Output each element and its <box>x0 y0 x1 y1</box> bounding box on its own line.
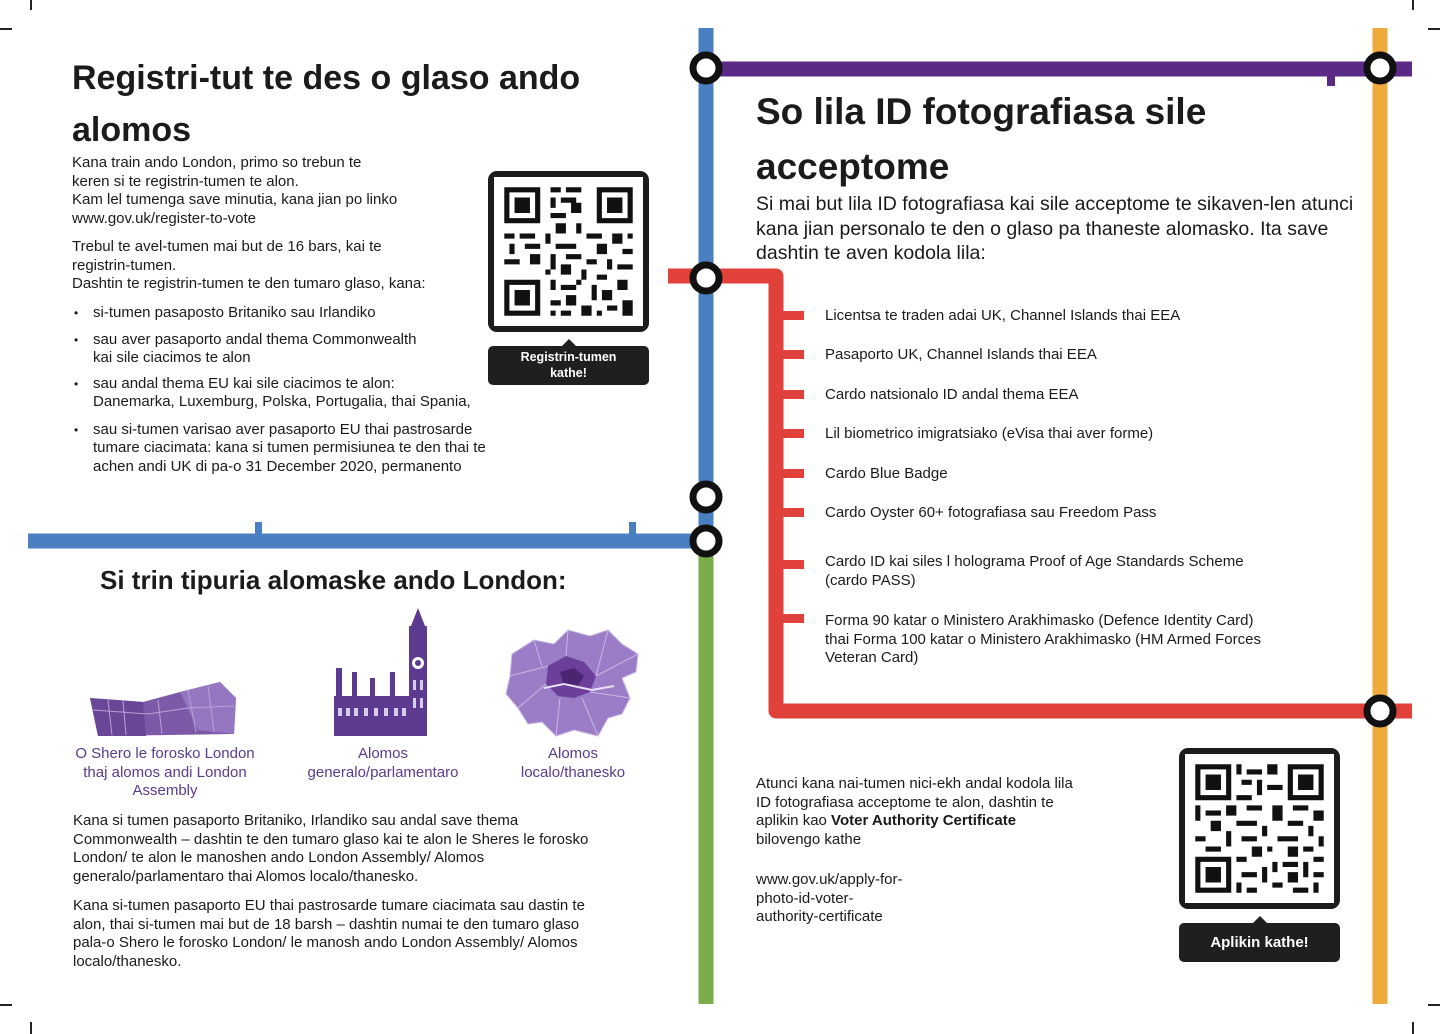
eu-voting-text: Kana si-tumen pasaporto EU thai pastrosarde tumare ciacimata sau dastin te alon, thai si-tumen mai but de 18 barsh – dashtin numai te den tumaro glaso pala-o Shero le forosko London/ le manosh ando London Assembly/ Alomos localo/thanesko. <box>73 897 585 970</box>
voter-authority-certificate-label: Voter Authority Certificate <box>831 812 1017 829</box>
text-line: Kam lel tumenga save minutia, kana jian po linko <box>72 191 398 208</box>
qr-code-icon <box>1185 754 1334 903</box>
eligibility-list <box>72 304 542 476</box>
list-item: • sau andal thema EU kai sile ciacimos te alon: Danemarka, Luxemburg, Polska, Portugalia, thai Spania, <box>72 375 542 412</box>
id-list-item: Pasaporto UK, Channel Islands thai EEA <box>825 346 1097 363</box>
voter-authority-text: Atunci kana nai-tumen nici-ekh andal kodola lila ID fotografiasa acceptome te alon, dashtin te aplikin kao Voter Authority Certificate bilovengo kathe <box>756 775 1073 848</box>
register-link[interactable]: www.gov.uk/register-to-vote <box>72 209 256 227</box>
qr-code-icon <box>494 177 643 326</box>
blue-line-tick <box>255 522 262 536</box>
commonwealth-voting-text: Kana si tumen pasaporto Britaniko, Irlandiko sau andal save thema Commonwealth – dashtin te den tumaro glaso kai te alon le Sheres le forosko London/ te alon le manoshen ando London Assembly/ Alomos generalo/parlamentaro thai Alomos localo/thanesko. <box>73 812 589 885</box>
mayor-assembly-caption: O Shero le forosko London thaj alomos andi London Assembly <box>75 745 255 799</box>
list-item: • sau aver pasaporto andal thema Commonwealth kai sile ciacimos te alon <box>72 331 542 368</box>
london-map-icon <box>504 626 642 738</box>
id-list-item: Forma 90 katar o Ministero Arakhimasko (Defence Identity Card) thai Forma 100 katar o Ministero Arakhimasko (HM Armed Forces Veteran Card) <box>825 612 1261 666</box>
register-eligibility <box>72 238 492 294</box>
photo-id-title: So lila ID fotografiasa sile acceptome <box>756 91 1207 187</box>
parliament-icon <box>334 608 430 738</box>
id-list-item: Cardo natsionalo ID andal thema EEA <box>825 386 1079 403</box>
text-line: registrin-tumen. <box>72 256 177 274</box>
text-line: Kana train ando London, primo so trebun te <box>72 154 362 171</box>
city-hall-icon <box>88 680 240 738</box>
register-title: Registri-tut te des o glaso ando alomos <box>72 59 581 149</box>
list-item: • si-tumen pasaposto Britaniko sau Irlandiko <box>72 304 542 323</box>
id-list-item: Cardo ID kai siles l holograma Proof of Age Standards Scheme (cardo PASS) <box>825 553 1244 589</box>
text-line: Dashtin te registrin-tumen te den tumaro glaso, kana: <box>72 275 426 292</box>
id-list-item: Licentsa te traden adai UK, Channel Islands thai EEA <box>825 307 1181 324</box>
local-election-caption: Alomos localo/thanesko <box>520 745 626 781</box>
blue-line-tick <box>629 522 636 536</box>
register-here-button[interactable]: Registrin-tumen kathe! <box>488 346 649 385</box>
text-line: keren si te registrin-tumen te alon. <box>72 172 299 190</box>
photo-id-intro: Si mai but lila ID fotografiasa kai sile acceptome te sikaven-len atunci kana jian personalo te den o glaso pa thaneste alomasko. Ita save dashtin te aven kodola lila: <box>756 193 1354 264</box>
id-list-item: Lil biometrico imigratsiako (eVisa thai aver forme) <box>825 425 1154 442</box>
register-intro <box>72 154 492 228</box>
election-types-title: Si trin tipuria alomaske ando London: <box>100 565 567 595</box>
apply-qr-code[interactable] <box>1179 748 1340 909</box>
general-election-caption: Alomos generalo/parlamentaro <box>307 745 459 781</box>
apply-here-button[interactable]: Aplikin kathe! <box>1179 923 1340 962</box>
register-qr-code[interactable] <box>488 171 649 332</box>
id-list-item: Cardo Blue Badge <box>825 465 948 482</box>
list-item: • sau si-tumen varisao aver pasaporto EU thai pastrosarde tumare ciacimata: kana si tumen permisiunea te den thai te achen andi UK di pa-o 31 December 2020, permanento <box>72 421 542 477</box>
voter-authority-link[interactable]: www.gov.uk/apply-for- photo-id-voter- authority-certificate <box>756 871 903 925</box>
text-line: Trebul te avel-tumen mai but de 16 bars, kai te <box>72 238 382 255</box>
id-list-item: Cardo Oyster 60+ fotografiasa sau Freedom Pass <box>825 504 1157 521</box>
